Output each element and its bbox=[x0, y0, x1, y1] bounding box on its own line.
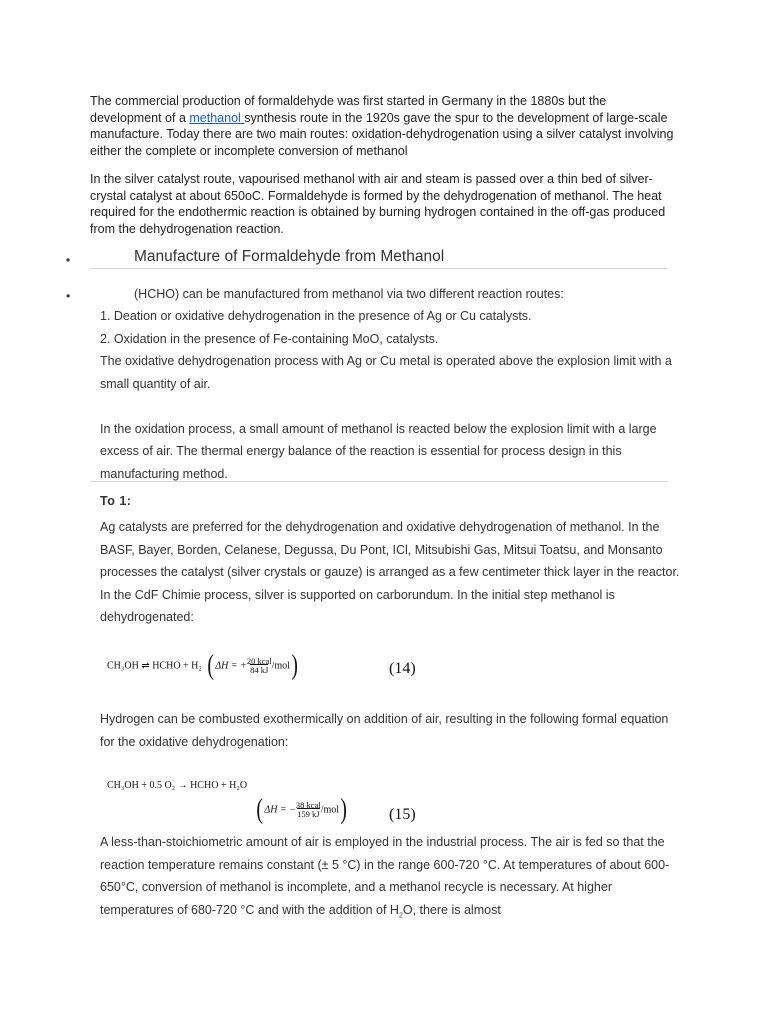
eq14-unit: /mol bbox=[271, 660, 290, 672]
eq14-open-paren: ( bbox=[207, 650, 214, 681]
eq15-kcal: 38 kcal bbox=[295, 800, 321, 810]
para3-subscript: 2 bbox=[398, 912, 403, 919]
eq15-kj: 159 kJ bbox=[297, 809, 320, 819]
para3-text: A less-than-stoichiometric amount of air is employed in the industrial process. The air is fed so that the reaction temperature remains constant (± 5 °C) in the range 600-720 °C. At temperatures of about 600-650°C, conversion of methanol is incomplete, and a methanol recycle is necessary. At higher temperatures of 680-720 °C and with the addition of H bbox=[100, 835, 670, 917]
to1-paragraph-2: Hydrogen can be combusted exothermically on addition of air, resulting in the following formal equation for the oxidative dehydrogenation: bbox=[100, 712, 669, 749]
intro-paragraph-2: In the silver catalyst route, vapourised methanol with air and steam is passed over a thin bed of silver-crystal catalyst at about 650oC. Formaldehyde is formed by the dehydrogenation of methanol. The heat required for the endothermic reaction is obtained by burning hydrogen contained in the off-gas produced from the dehydrogenation reaction. bbox=[90, 172, 666, 236]
to1-paragraph-3 bbox=[100, 831, 685, 928]
eq15-close-paren: ) bbox=[340, 794, 347, 825]
eq15-open-paren: ( bbox=[256, 794, 263, 825]
eq14-reaction: CH₃OH ⇌ HCHO + H₂ bbox=[107, 660, 202, 672]
routes-intro: (HCHO) can be manufactured from methanol via two different reaction routes: bbox=[134, 287, 564, 301]
eq14-close-paren: ) bbox=[291, 650, 298, 681]
process-paragraph-2: In the oxidation process, a small amount of methanol is reacted below the explosion limit with a large excess of air. The thermal energy balance of the reaction is essential for process design in this manufacturing method. bbox=[100, 421, 657, 481]
route-1: 1. Deation or oxidative dehydrogenation in the presence of Ag or Cu catalysts. bbox=[100, 309, 532, 323]
route-2: 2. Oxidation in the presence of Fe-containing MoO, catalysts. bbox=[100, 331, 439, 346]
equation-15-number: (15) bbox=[389, 806, 416, 823]
eq15-fraction bbox=[296, 801, 321, 819]
section-heading: Manufacture of Formaldehyde from Methanol bbox=[134, 248, 445, 265]
eq14-kj: 84 kJ bbox=[250, 665, 269, 675]
to1-heading: To 1: bbox=[100, 494, 132, 508]
eq15-delta-h: ΔH = − bbox=[264, 804, 296, 816]
eq14-kcal: 20 kcal bbox=[246, 656, 272, 666]
para3-text: O, there is almost bbox=[402, 902, 501, 917]
blank-line bbox=[100, 395, 685, 418]
equation-14-number: (14) bbox=[389, 660, 416, 677]
section-divider bbox=[90, 481, 668, 482]
heading-divider bbox=[90, 268, 668, 269]
to1-paragraph-1: Ag catalysts are preferred for the dehydrogenation and oxidative dehydrogenation of methanol. In the BASF, Bayer, Borden, Celanese, Degussa, Du Pont, ICl, Mitsubishi Gas, Mitsui Toatsu, and Monsanto processes the catalyst (silver crystals or gauze) is arranged as a few centimeter thick layer in the reactor. In the CdF Chimie process, silver is supported on carborundum. In the initial step methanol is dehydrogenated: bbox=[100, 520, 680, 624]
section-body bbox=[100, 305, 685, 485]
eq14-delta-h: ΔH = + bbox=[215, 660, 247, 672]
process-paragraph-1: The oxidative dehydrogenation process with Ag or Cu metal is operated above the explosion limit with a small quantity of air. bbox=[100, 354, 672, 391]
eq14-fraction bbox=[247, 657, 272, 675]
intro-text: The commercial production of formaldehyde was first started in Germany in the 1880s but the development of a bbox=[90, 94, 607, 125]
intro-text: synthesis route in the 1920s gave the spur to the development of large-scale manufacture. Today there are two main routes: oxidation-dehydrogenation using a silver catalyst involving either the complete or incomplete conversion of methanol bbox=[90, 110, 674, 158]
eq15-unit: /mol bbox=[320, 804, 340, 816]
bullet-icon: • bbox=[66, 289, 71, 303]
bullet-icon: • bbox=[66, 253, 71, 267]
intro-paragraph-1 bbox=[90, 93, 680, 159]
equation-15-reaction: CH₃OH + 0.5 O₂ → HCHO + H₂O bbox=[107, 780, 248, 791]
equation-14 bbox=[107, 650, 407, 682]
methanol-link[interactable]: methanol bbox=[189, 110, 245, 125]
equation-15 bbox=[255, 794, 348, 826]
